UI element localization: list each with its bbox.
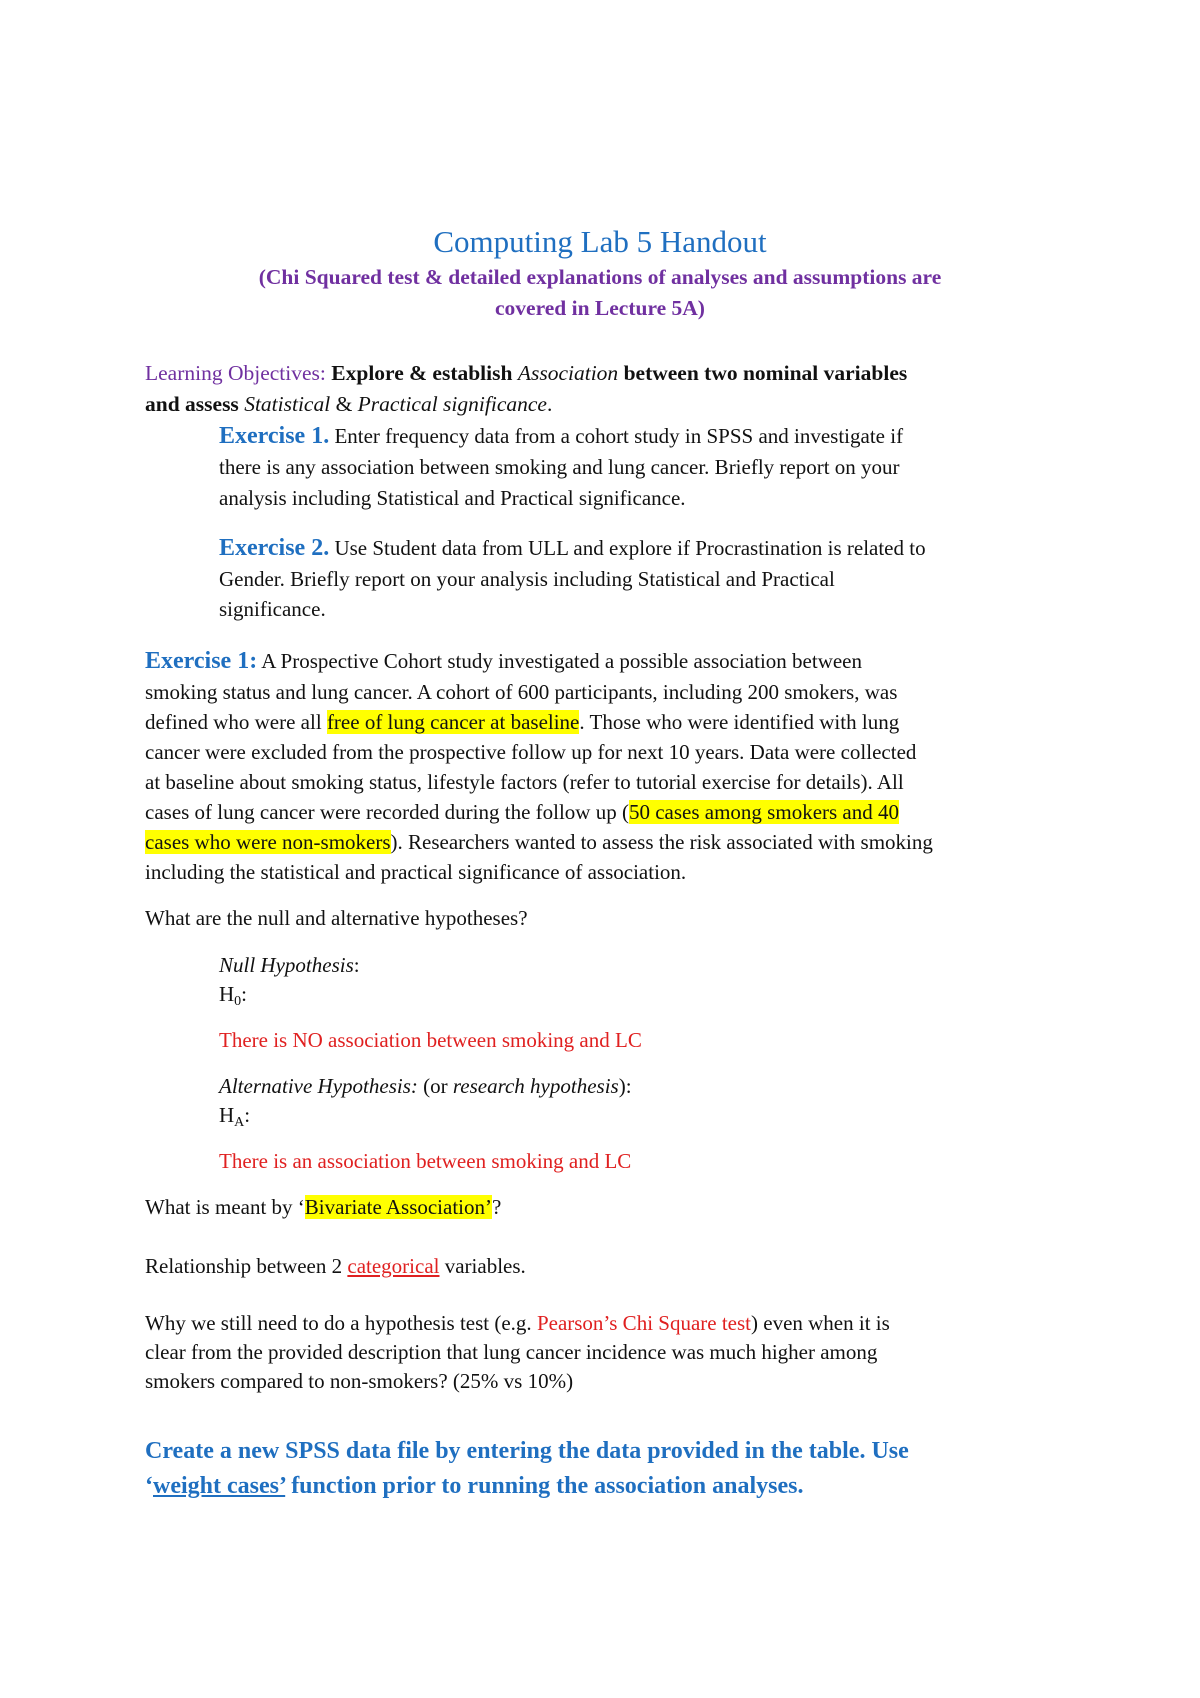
ha-symbol <box>219 1100 250 1130</box>
exercise-2-text: Use Student data from ULL and explore if Procrastination is related to <box>329 536 926 560</box>
alternative-hypothesis-answer: There is an association between smoking and LC <box>219 1149 632 1173</box>
exercise-1-body-text: defined who were all <box>145 710 327 734</box>
alternative-hypothesis-label <box>219 1071 632 1101</box>
objectives-statistical: Statistical <box>244 392 331 416</box>
exercise-1-body-line-8: including the statistical and practical significance of association. <box>145 860 687 884</box>
categorical-link[interactable]: categorical <box>347 1254 440 1278</box>
null-hypothesis-colon: : <box>353 953 360 977</box>
exercise-1-body-line-4: cancer were excluded from the prospective follow up for next 10 years. Data were collected <box>145 740 917 764</box>
exercise-2-label: Exercise 2. <box>219 535 330 561</box>
objectives-text: Explore & establish <box>325 361 518 385</box>
h0-main: H <box>219 982 235 1006</box>
null-hypothesis-answer: There is NO association between smoking and LC <box>219 1028 642 1052</box>
instruction-quote: ‘ <box>145 1473 153 1499</box>
bivariate-answer <box>145 1251 526 1281</box>
exercise-1-body-text: cases of lung cancer were recorded during the follow up ( <box>145 800 629 824</box>
exercise-1-body-line-7 <box>145 827 933 857</box>
exercise-1-label: Exercise 1. <box>219 423 330 449</box>
exercise-1-body-line-6 <box>145 797 899 827</box>
why-text: ) even when it is <box>751 1311 890 1335</box>
h0-subscript: 0 <box>234 994 242 1009</box>
subtitle-line-1: (Chi Squared test & detailed explanations of analyses and assumptions are <box>258 265 942 289</box>
exercise-1-text: Enter frequency data from a cohort study in SPSS and investigate if <box>329 424 904 448</box>
h0-colon: : <box>241 982 248 1006</box>
subtitle-line-2: covered in Lecture 5A) <box>495 296 705 320</box>
exercise-1-body-line-3 <box>145 707 899 737</box>
bivariate-question-text: ? <box>492 1195 502 1219</box>
page-title: Computing Lab 5 Handout <box>433 224 767 259</box>
ha-subscript: A <box>234 1115 245 1130</box>
exercise-2-summary-line-3: significance. <box>219 597 326 621</box>
null-hypothesis-label <box>219 950 360 980</box>
objectives-association: Association <box>517 361 619 385</box>
alt-hypothesis-text: Alternative Hypothesis: <box>219 1074 418 1098</box>
exercise-1-body-text: ). Researchers wanted to assess the risk associated with smoking <box>390 830 933 854</box>
exercise-1-body-text: A Prospective Cohort study investigated a possible association between <box>257 649 863 673</box>
why-question-line-3: smokers compared to non-smokers? (25% vs 10%) <box>145 1369 574 1393</box>
learning-objectives-label: Learning Objectives: <box>145 361 326 385</box>
highlight-non-smokers: cases who were non-smokers <box>145 830 391 854</box>
highlight-baseline: free of lung cancer at baseline <box>326 710 580 734</box>
chi-square-test-text: Pearson’s Chi Square test <box>536 1311 751 1335</box>
bivariate-question <box>145 1192 501 1222</box>
h0-symbol <box>219 979 247 1009</box>
instruction-text: function prior to running the association analyses. <box>285 1473 804 1499</box>
bivariate-answer-text: Relationship between 2 <box>145 1254 348 1278</box>
exercise-2-summary-line-2: Gender. Briefly report on your analysis including Statistical and Practical <box>219 567 835 591</box>
highlight-bivariate: Bivariate Association’ <box>304 1195 493 1219</box>
null-hypothesis-text: Null Hypothesis <box>219 953 354 977</box>
bivariate-answer-text: variables. <box>439 1254 526 1278</box>
highlight-cases: 50 cases among smokers and 40 <box>628 800 899 824</box>
why-question-line-1 <box>145 1308 890 1338</box>
bivariate-question-text: What is meant by ‘ <box>145 1195 305 1219</box>
hypotheses-question: What are the null and alternative hypotheses? <box>145 906 528 930</box>
learning-objectives-line-2 <box>145 389 552 419</box>
instruction-line-2 <box>145 1469 803 1503</box>
why-text: Why we still need to do a hypothesis test (e.g. <box>145 1311 537 1335</box>
why-question-line-2: clear from the provided description that lung cancer incidence was much higher among <box>145 1340 878 1364</box>
ha-colon: : <box>244 1103 251 1127</box>
exercise-1-body-line-5: at baseline about smoking status, lifestyle factors (refer to tutorial exercise for details). All <box>145 770 904 794</box>
instruction-line-1: Create a new SPSS data file by entering the data provided in the table. Use <box>145 1438 909 1464</box>
objectives-text: between two nominal variables <box>618 361 908 385</box>
exercise-1-body-line-2: smoking status and lung cancer. A cohort of 600 participants, including 200 smokers, was <box>145 680 898 704</box>
alt-hypothesis-text: (or <box>417 1074 453 1098</box>
objectives-text: and assess <box>145 392 245 416</box>
ha-main: H <box>219 1103 235 1127</box>
exercise-1-summary-line-3: analysis including Statistical and Practical significance. <box>219 486 686 510</box>
weight-cases-link[interactable]: weight cases’ <box>153 1473 286 1499</box>
exercise-1-summary-line-1 <box>219 421 903 451</box>
exercise-2-summary-line-1 <box>219 533 926 563</box>
exercise-1-body-label: Exercise 1: <box>145 648 258 674</box>
exercise-1-summary-line-2: there is any association between smoking and lung cancer. Briefly report on your <box>219 455 900 479</box>
objectives-text: . <box>546 392 553 416</box>
objectives-practical: Practical significance <box>357 392 547 416</box>
exercise-1-body-line-1 <box>145 646 862 676</box>
learning-objectives-line-1 <box>145 358 907 388</box>
alt-hypothesis-text: ): <box>618 1074 632 1098</box>
research-hypothesis-text: research hypothesis <box>452 1074 619 1098</box>
exercise-1-body-text: . Those who were identified with lung <box>579 710 900 734</box>
objectives-text: & <box>330 392 358 416</box>
